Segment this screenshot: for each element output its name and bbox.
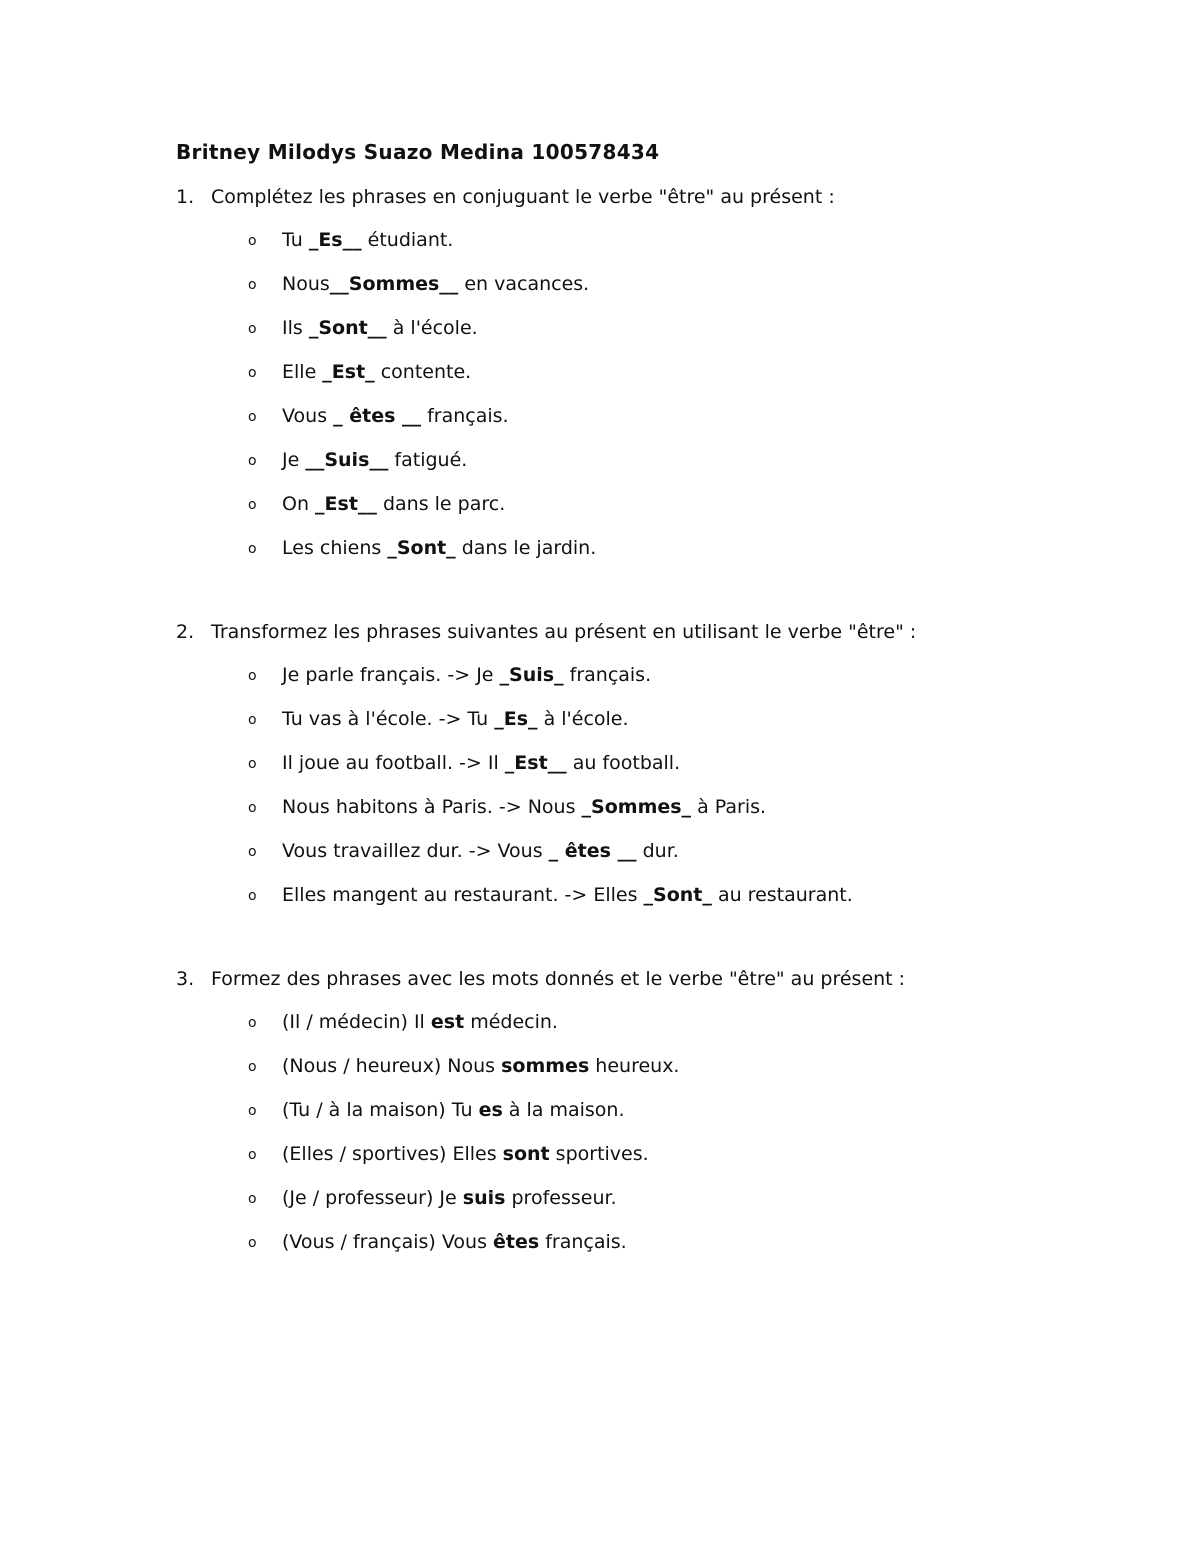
list-item-text	[282, 704, 629, 734]
sentence-start: Nous	[282, 273, 330, 295]
sentence-start: Tu vas à l'école. -> Tu	[282, 708, 495, 730]
list-item	[176, 660, 1076, 704]
sentence-start: Vous	[282, 405, 334, 427]
exercise-instruction: Transformez les phrases suivantes au présent en utilisant le verbe "être" :	[211, 621, 917, 643]
sentence-end: au restaurant.	[711, 884, 853, 906]
list-item-text	[282, 1051, 679, 1081]
list-item-text	[282, 445, 467, 475]
list-item-text	[282, 533, 596, 563]
sentence-end: à Paris.	[691, 796, 767, 818]
answer-text: _Est__	[504, 752, 567, 774]
list-item-text	[282, 1139, 649, 1169]
list-item	[176, 357, 1076, 401]
sentence-start: (Vous / français) Vous	[282, 1231, 494, 1253]
list-item	[176, 1227, 1076, 1271]
bullet-icon: o	[248, 365, 257, 381]
exercise-instruction: Formez des phrases avec les mots donnés et le verbe "être" au présent :	[211, 968, 906, 990]
sentence-end: dans le jardin.	[455, 537, 597, 559]
bullet-icon: o	[248, 1103, 257, 1119]
sentence-start: (Tu / à la maison) Tu	[282, 1099, 479, 1121]
sentence-start: Tu	[282, 229, 309, 251]
exercise-2-items	[176, 660, 1076, 924]
list-item-text	[282, 1007, 558, 1037]
list-item	[176, 1051, 1076, 1095]
bullet-icon: o	[248, 844, 257, 860]
list-item-text	[282, 748, 680, 778]
answer-text: __Sommes__	[329, 273, 459, 295]
answer-text: suis	[462, 1187, 506, 1209]
answer-text: _Sont_	[387, 537, 456, 559]
list-item	[176, 401, 1076, 445]
document-title: Britney Milodys Suazo Medina 100578434	[176, 140, 660, 164]
answer-text: _Es_	[494, 708, 538, 730]
exercise-3-question	[176, 964, 1076, 994]
exercise-3	[176, 964, 1076, 1271]
bullet-icon: o	[248, 712, 257, 728]
exercise-3-items	[176, 1007, 1076, 1271]
sentence-end: dur.	[636, 840, 679, 862]
sentence-end: en vacances.	[458, 273, 590, 295]
list-item	[176, 269, 1076, 313]
sentence-end: contente.	[374, 361, 472, 383]
sentence-start: On	[282, 493, 316, 515]
bullet-icon: o	[248, 1015, 257, 1031]
sentence-end: français.	[421, 405, 509, 427]
answer-text: _Suis_	[499, 664, 564, 686]
exercise-2-question	[176, 617, 1076, 647]
bullet-icon: o	[248, 277, 257, 293]
exercise-1-items	[176, 225, 1076, 577]
list-item	[176, 748, 1076, 792]
sentence-start: (Elles / sportives) Elles	[282, 1143, 503, 1165]
answer-text: _Est__	[315, 493, 377, 515]
answer-text: est	[430, 1011, 465, 1033]
answer-text: _Es__	[308, 229, 362, 251]
bullet-icon: o	[248, 233, 257, 249]
list-item	[176, 704, 1076, 748]
list-item	[176, 792, 1076, 836]
list-item-text	[282, 1227, 627, 1257]
list-item	[176, 445, 1076, 489]
list-item-text	[282, 489, 505, 519]
exercise-number: 1.	[176, 186, 195, 208]
bullet-icon: o	[248, 321, 257, 337]
sentence-start: Elle	[282, 361, 323, 383]
answer-text: sont	[502, 1143, 550, 1165]
sentence-start: Je parle français. -> Je	[282, 664, 500, 686]
sentence-start: (Nous / heureux) Nous	[282, 1055, 502, 1077]
answer-text: _Sommes_	[581, 796, 692, 818]
bullet-icon: o	[248, 800, 257, 816]
list-item-text	[282, 225, 453, 255]
bullet-icon: o	[248, 1059, 257, 1075]
sentence-start: Vous travaillez dur. -> Vous	[282, 840, 549, 862]
list-item	[176, 1007, 1076, 1051]
list-item-text	[282, 1183, 617, 1213]
sentence-end: étudiant.	[361, 229, 454, 251]
answer-text: _Sont__	[308, 317, 387, 339]
sentence-end: à l'école.	[386, 317, 478, 339]
answer-text: es	[478, 1099, 503, 1121]
list-item	[176, 313, 1076, 357]
list-item	[176, 489, 1076, 533]
list-item	[176, 225, 1076, 269]
sentence-end: français.	[563, 664, 652, 686]
list-item-text	[282, 836, 679, 866]
answer-text: __Suis__	[305, 449, 389, 471]
sentence-start: Ils	[282, 317, 309, 339]
bullet-icon: o	[248, 888, 257, 904]
sentence-start: (Il / médecin) Il	[282, 1011, 431, 1033]
sentence-end: sportives.	[549, 1143, 649, 1165]
answer-text: êtes	[493, 1231, 540, 1253]
sentence-start: Les chiens	[282, 537, 388, 559]
list-item-text	[282, 880, 853, 910]
sentence-end: professeur.	[505, 1187, 617, 1209]
answer-text: _ êtes __	[548, 840, 637, 862]
sentence-end: au football.	[566, 752, 681, 774]
bullet-icon: o	[248, 497, 257, 513]
sentence-start: Elles mangent au restaurant. -> Elles	[282, 884, 644, 906]
answer-text: _Est_	[322, 361, 375, 383]
list-item-text	[282, 792, 766, 822]
bullet-icon: o	[248, 668, 257, 684]
bullet-icon: o	[248, 756, 257, 772]
sentence-start: Je	[282, 449, 306, 471]
sentence-start: (Je / professeur) Je	[282, 1187, 463, 1209]
list-item-text	[282, 313, 478, 343]
list-item-text	[282, 269, 589, 299]
sentence-end: français.	[539, 1231, 627, 1253]
exercise-number: 3.	[176, 968, 195, 990]
bullet-icon: o	[248, 409, 257, 425]
list-item-text	[282, 1095, 624, 1125]
list-item	[176, 880, 1076, 924]
list-item	[176, 1183, 1076, 1227]
list-item	[176, 1139, 1076, 1183]
sentence-end: à la maison.	[502, 1099, 625, 1121]
exercise-2	[176, 617, 1076, 924]
exercise-1-question	[176, 182, 1076, 212]
list-item-text	[282, 357, 471, 387]
answer-text: _Sont_	[643, 884, 712, 906]
answer-text: _ êtes __	[333, 405, 422, 427]
bullet-icon: o	[248, 541, 257, 557]
sentence-end: médecin.	[464, 1011, 558, 1033]
list-item-text	[282, 401, 509, 431]
sentence-start: Il joue au football. -> Il	[282, 752, 505, 774]
list-item-text	[282, 660, 651, 690]
bullet-icon: o	[248, 1235, 257, 1251]
list-item	[176, 533, 1076, 577]
exercise-number: 2.	[176, 621, 195, 643]
list-item	[176, 1095, 1076, 1139]
bullet-icon: o	[248, 1191, 257, 1207]
list-item	[176, 836, 1076, 880]
sentence-start: Nous habitons à Paris. -> Nous	[282, 796, 582, 818]
answer-text: sommes	[501, 1055, 590, 1077]
sentence-end: dans le parc.	[376, 493, 506, 515]
exercise-instruction: Complétez les phrases en conjuguant le verbe "être" au présent :	[211, 186, 835, 208]
exercise-1	[176, 182, 1076, 577]
bullet-icon: o	[248, 1147, 257, 1163]
bullet-icon: o	[248, 453, 257, 469]
sentence-end: heureux.	[589, 1055, 680, 1077]
sentence-end: fatigué.	[388, 449, 468, 471]
sentence-end: à l'école.	[537, 708, 629, 730]
